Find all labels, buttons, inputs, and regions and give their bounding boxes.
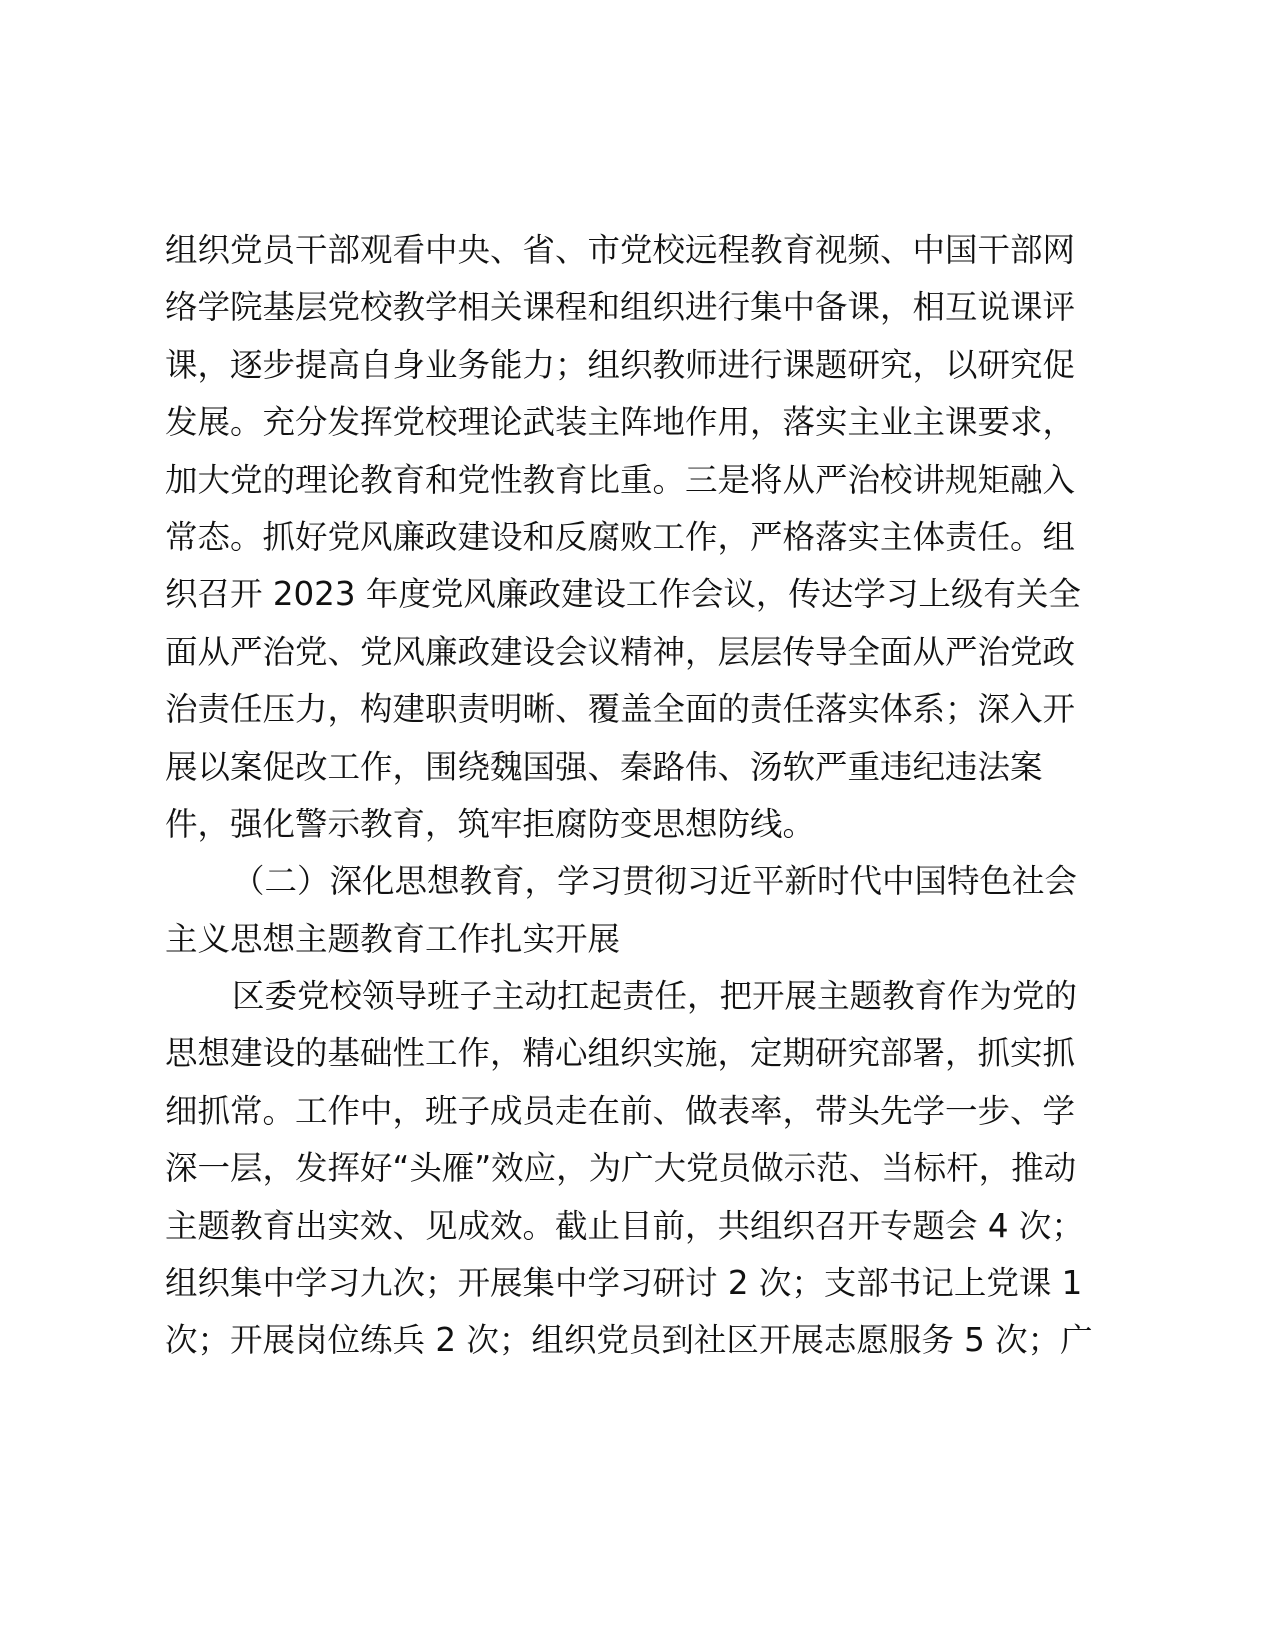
- document-body: [165, 222, 1110, 1370]
- paragraph-line: 面从严治党、党风廉政建设会议精神，层层传导全面从严治党政: [165, 632, 1076, 671]
- paragraph-line: 治责任压力，构建职责明晰、覆盖全面的责任落实体系；深入开: [165, 690, 1076, 729]
- paragraph-line: 课，逐步提高自身业务能力；组织教师进行课题研究，以研究促: [165, 345, 1076, 384]
- paragraph-line: 发展。充分发挥党校理论武装主阵地作用，落实主业主课要求，: [165, 403, 1076, 442]
- paragraph-line: 区委党校领导班子主动扛起责任，把开展主题教育作为党的: [232, 977, 1078, 1016]
- paragraph-line: 主题教育出实效、见成效。截止目前，共组织召开专题会 4 次；: [165, 1206, 1084, 1245]
- paragraph-line: 络学院基层党校教学相关课程和组织进行集中备课，相互说课评: [165, 288, 1076, 327]
- paragraph-line: 件，强化警示教育，筑牢拒腐防变思想防线。: [165, 804, 816, 843]
- body-paragraph: [165, 968, 1110, 1370]
- paragraph-line: 次；开展岗位练兵 2 次；组织党员到社区开展志愿服务 5 次；广: [165, 1321, 1093, 1360]
- paragraph-line: 组织党员干部观看中央、省、市党校远程教育视频、中国干部网: [165, 231, 1076, 269]
- paragraph-line: 细抓常。工作中，班子成员走在前、做表率，带头先学一步、学: [165, 1091, 1076, 1130]
- continuation-paragraph: [165, 222, 1110, 853]
- section-heading-line: 主义思想主题教育工作扎实开展: [165, 919, 621, 958]
- paragraph-line: 展以案促改工作，围绕魏国强、秦路伟、汤软严重违纪违法案: [165, 747, 1043, 786]
- paragraph-line: 织召开 2023 年度党风廉政建设工作会议，传达学习上级有关全: [165, 575, 1081, 614]
- section-heading-line: （二）深化思想教育，学习贯彻习近平新时代中国特色社会: [232, 862, 1078, 901]
- paragraph-line: 深一层，发挥好“头雁”效应，为广大党员做示范、当标杆，推动: [165, 1149, 1077, 1188]
- paragraph-line: 组织集中学习九次；开展集中学习研讨 2 次；支部书记上党课 1: [165, 1264, 1083, 1303]
- paragraph-line: 加大党的理论教育和党性教育比重。三是将从严治校讲规矩融入: [165, 460, 1076, 499]
- paragraph-line: 常态。抓好党风廉政建设和反腐败工作，严格落实主体责任。组: [165, 517, 1076, 556]
- section-heading: [165, 853, 1110, 968]
- paragraph-line: 思想建设的基础性工作，精心组织实施，定期研究部署，抓实抓: [165, 1034, 1076, 1073]
